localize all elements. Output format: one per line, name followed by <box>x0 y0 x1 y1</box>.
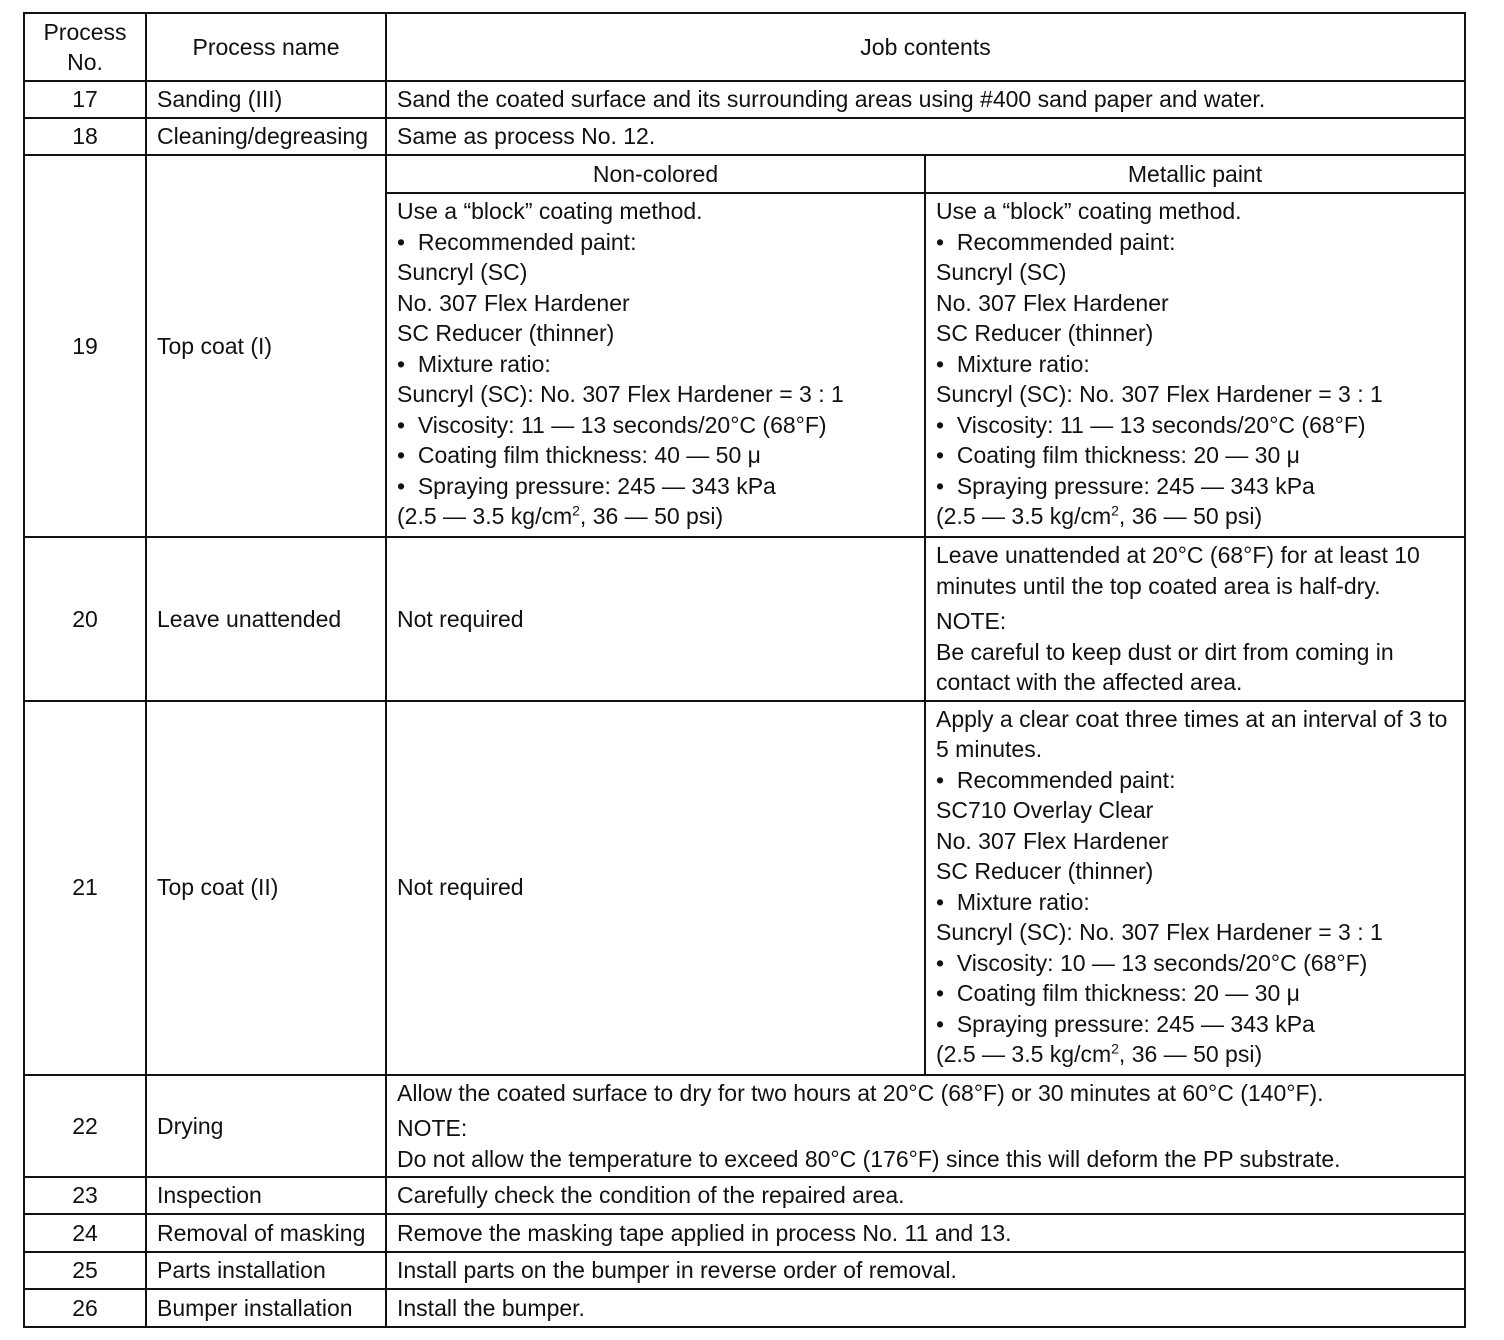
bullet-mixture-ratio: • Mixture ratio: <box>936 887 1454 918</box>
table-row <box>24 1214 1465 1252</box>
bullet-viscosity: • Viscosity: 11 — 13 seconds/20°C (68°F) <box>936 410 1454 441</box>
process-no: 22 <box>24 1075 146 1178</box>
job-contents: Install the bumper. <box>386 1289 1465 1327</box>
job-contents-non-colored: Not required <box>386 701 925 1075</box>
note-text: Be careful to keep dust or dirt from coming in contact with the affected area. <box>936 638 1394 695</box>
pressure-text-a: (2.5 — 3.5 kg/cm <box>397 503 573 529</box>
superscript: 2 <box>1111 1040 1119 1057</box>
paint-item: Suncryl (SC) <box>936 259 1067 285</box>
table-row <box>24 1177 1465 1214</box>
job-contents-non-colored: Not required <box>386 537 925 701</box>
clear-coat-text: Apply a clear coat three times at an interval of 3 to 5 minutes. <box>936 705 1448 762</box>
process-name: Sanding (III) <box>146 81 386 118</box>
job-contents-metallic <box>925 701 1465 1075</box>
table-row <box>24 1075 1465 1178</box>
subheader-non-colored: Non-colored <box>386 155 925 193</box>
note-text: Do not allow the temperature to exceed 80°C (176°F) since this will deform the PP substrate. <box>397 1145 1341 1172</box>
table-row <box>24 701 1465 1075</box>
note-label: NOTE: <box>397 1115 468 1141</box>
bullet-recommended-paint: • Recommended paint: <box>936 227 1454 258</box>
ratio-text: Suncryl (SC): No. 307 Flex Hardener = 3 : 1 <box>936 919 1383 945</box>
process-name: Parts installation <box>146 1252 386 1289</box>
header-process-no: Process No. <box>24 13 146 81</box>
bullet-spraying-pressure: • Spraying pressure: 245 — 343 kPa <box>397 471 914 502</box>
table-row <box>24 155 1465 193</box>
pressure-text-a: (2.5 — 3.5 kg/cm <box>936 503 1112 529</box>
drying-text: Allow the coated surface to dry for two hours at 20°C (68°F) or 30 minutes at 60°C (140°F). <box>397 1079 1324 1106</box>
header-job-contents: Job contents <box>386 13 1465 81</box>
process-name: Bumper installation <box>146 1289 386 1327</box>
table-row <box>24 1289 1465 1327</box>
paint-item: No. 307 Flex Hardener <box>397 289 630 316</box>
leave-text: Leave unattended at 20°C (68°F) for at least 10 minutes until the top coated area is half-dry. <box>936 542 1420 599</box>
job-contents: Sand the coated surface and its surrounding areas using #400 sand paper and water. <box>386 81 1465 118</box>
method-text: Use a “block” coating method. <box>936 198 1242 224</box>
pressure-text-a: (2.5 — 3.5 kg/cm <box>936 1041 1112 1067</box>
process-no: 17 <box>24 81 146 118</box>
pressure-units <box>397 501 914 532</box>
process-name: Drying <box>146 1075 386 1178</box>
process-no: 26 <box>24 1289 146 1327</box>
job-contents-non-colored <box>386 193 925 537</box>
process-name: Leave unattended <box>146 537 386 701</box>
paint-item: SC Reducer (thinner) <box>936 858 1154 884</box>
superscript: 2 <box>572 502 580 519</box>
table-row <box>24 537 1465 701</box>
bullet-spraying-pressure: • Spraying pressure: 245 — 343 kPa <box>936 471 1454 502</box>
bullet-mixture-ratio: • Mixture ratio: <box>936 349 1454 380</box>
ratio-text: Suncryl (SC): No. 307 Flex Hardener = 3 : 1 <box>936 381 1383 407</box>
pressure-text-b: , 36 — 50 psi) <box>1118 503 1263 529</box>
pressure-text-b: , 36 — 50 psi) <box>1118 1041 1263 1067</box>
table-row <box>24 1252 1465 1289</box>
process-no: 24 <box>24 1214 146 1252</box>
job-contents: Same as process No. 12. <box>386 118 1465 155</box>
process-no: 25 <box>24 1252 146 1289</box>
job-contents: Carefully check the condition of the repaired area. <box>386 1177 1465 1214</box>
paint-item: Suncryl (SC) <box>397 259 528 285</box>
paint-item: SC710 Overlay Clear <box>936 797 1154 823</box>
process-table <box>23 12 1466 1328</box>
job-contents: Install parts on the bumper in reverse order of removal. <box>386 1252 1465 1289</box>
pressure-units <box>936 501 1454 532</box>
bullet-film-thickness: • Coating film thickness: 40 — 50 μ <box>397 440 914 471</box>
table-row <box>24 81 1465 118</box>
pressure-text-b: , 36 — 50 psi) <box>579 503 724 529</box>
header-process-name: Process name <box>146 13 386 81</box>
job-contents <box>386 1075 1465 1178</box>
subheader-metallic-paint: Metallic paint <box>925 155 1465 193</box>
header-row <box>24 13 1465 81</box>
process-no: 19 <box>24 155 146 537</box>
bullet-film-thickness: • Coating film thickness: 20 — 30 μ <box>936 440 1454 471</box>
process-no: 20 <box>24 537 146 701</box>
bullet-viscosity: • Viscosity: 10 — 13 seconds/20°C (68°F) <box>936 948 1454 979</box>
bullet-spraying-pressure: • Spraying pressure: 245 — 343 kPa <box>936 1009 1454 1040</box>
job-contents: Remove the masking tape applied in process No. 11 and 13. <box>386 1214 1465 1252</box>
note-label: NOTE: <box>936 608 1007 634</box>
bullet-film-thickness: • Coating film thickness: 20 — 30 μ <box>936 978 1454 1009</box>
table-row <box>24 118 1465 155</box>
job-contents-metallic <box>925 537 1465 701</box>
ratio-text: Suncryl (SC): No. 307 Flex Hardener = 3 : 1 <box>397 381 844 407</box>
paint-item: No. 307 Flex Hardener <box>936 289 1169 316</box>
process-name: Top coat (I) <box>146 155 386 537</box>
job-contents-metallic <box>925 193 1465 537</box>
bullet-recommended-paint: • Recommended paint: <box>936 765 1454 796</box>
paint-item: No. 307 Flex Hardener <box>936 827 1169 854</box>
process-name: Removal of masking <box>146 1214 386 1252</box>
superscript: 2 <box>1111 502 1119 519</box>
pressure-units <box>936 1039 1454 1070</box>
paint-item: SC Reducer (thinner) <box>936 320 1154 346</box>
bullet-mixture-ratio: • Mixture ratio: <box>397 349 914 380</box>
process-name: Top coat (II) <box>146 701 386 1075</box>
bullet-recommended-paint: • Recommended paint: <box>397 227 914 258</box>
process-name: Inspection <box>146 1177 386 1214</box>
paint-item: SC Reducer (thinner) <box>397 320 615 346</box>
process-no: 18 <box>24 118 146 155</box>
method-text: Use a “block” coating method. <box>397 198 703 224</box>
bullet-viscosity: • Viscosity: 11 — 13 seconds/20°C (68°F) <box>397 410 914 441</box>
process-no: 23 <box>24 1177 146 1214</box>
process-name: Cleaning/degreasing <box>146 118 386 155</box>
process-no: 21 <box>24 701 146 1075</box>
